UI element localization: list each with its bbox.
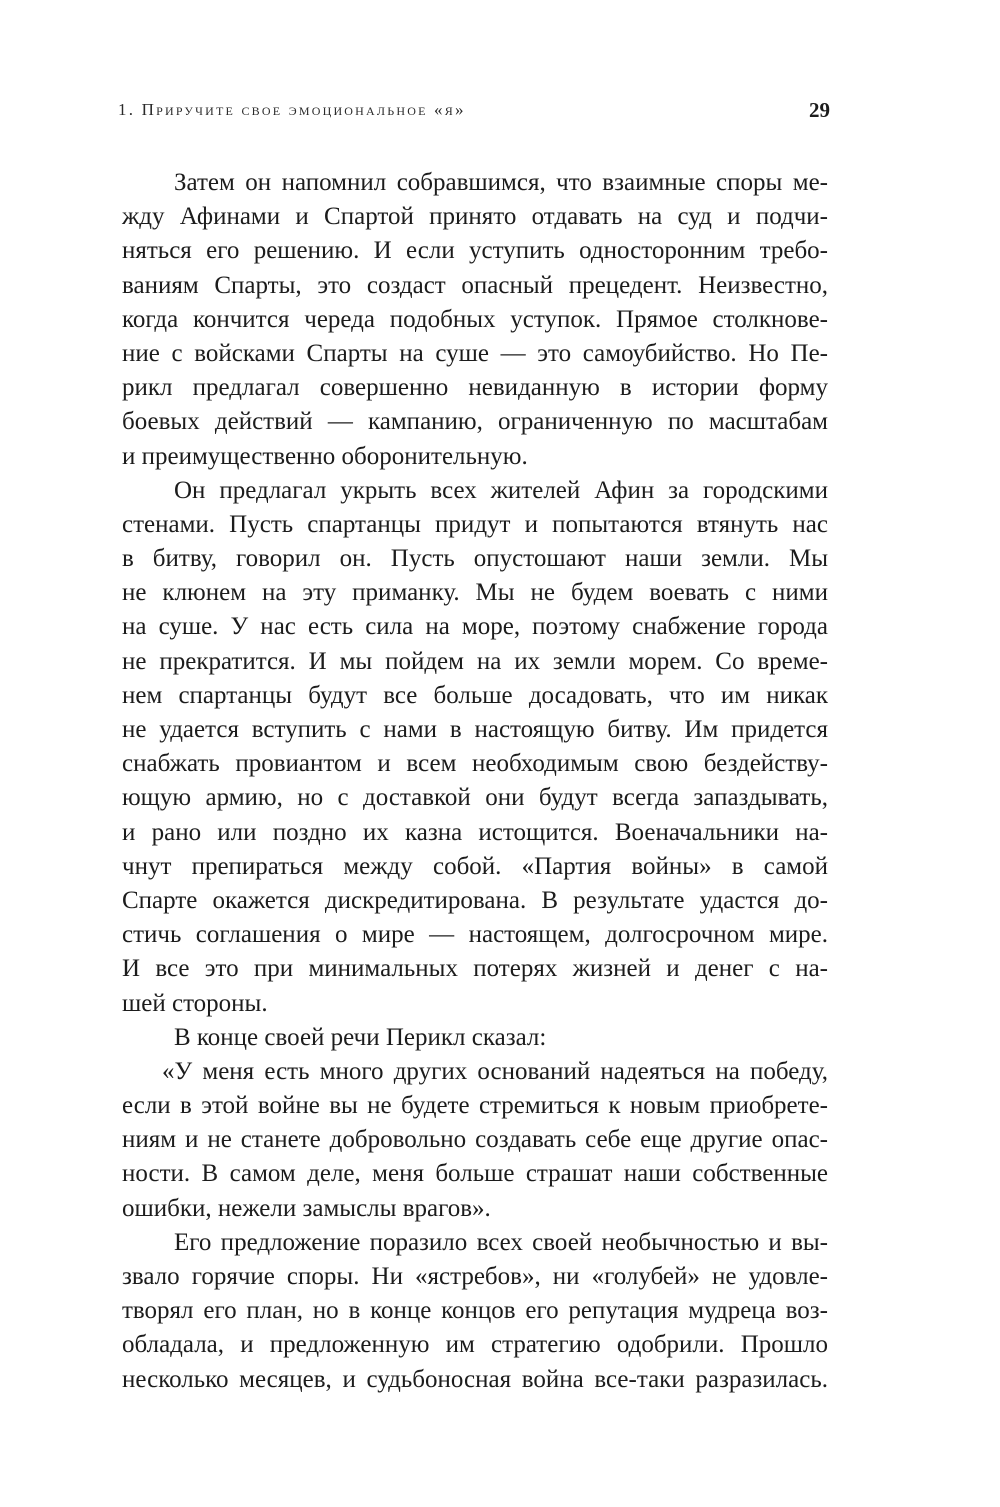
block-quote — [122, 1055, 828, 1226]
text-line: ности. В самом деле, меня больше страшат наши собственные — [122, 1160, 828, 1188]
text-line: стичь соглашения о мире — настоящем, долгосрочном мире. — [122, 921, 828, 949]
text-line: ниям и не станете добровольно создавать себе еще другие опас- — [122, 1126, 828, 1154]
text-line: няться его решению. И если уступить односторонним требо- — [122, 237, 828, 265]
text-line: И все это при минимальных потерях жизней и денег с на- — [122, 955, 828, 983]
text-line: и преимущественно оборонительную. — [122, 442, 528, 470]
text-line: жду Афинами и Спартой принято отдавать на суд и подчи- — [122, 203, 828, 231]
paragraph-3 — [122, 1021, 828, 1055]
text-line: «У меня есть много других оснований надеяться на победу, — [162, 1057, 828, 1085]
text-line: несколько месяцев, и судьбоносная война все-таки разразилась. — [122, 1365, 828, 1393]
text-line: Он предлагал укрыть всех жителей Афин за городскими — [174, 476, 828, 504]
running-head — [118, 100, 830, 130]
text-line: обладала, и предложенную им стратегию одобрили. Прошло — [122, 1331, 828, 1359]
text-line: снабжать провиантом и всем необходимым свою бездейству- — [122, 750, 828, 778]
text-line: Затем он напомнил собравшимся, что взаимные споры ме- — [174, 169, 828, 196]
text-line: шей стороны. — [122, 989, 268, 1017]
text-line: звало горячие споры. Ни «ястребов», ни «голубей» не удовле- — [122, 1263, 828, 1290]
text-line: В конце своей речи Перикл сказал: — [174, 1023, 547, 1051]
paragraph-closing — [122, 1226, 828, 1397]
text-line: не прекратится. И мы пойдем на их земли морем. Со време- — [122, 647, 828, 675]
page-number: 29 — [809, 98, 830, 122]
text-line: творял его план, но в конце концов его репутация мудреца воз- — [122, 1297, 828, 1325]
paragraph-2 — [122, 474, 828, 1021]
chapter-title: 1. Приручите свое эмоциональное «я» — [118, 100, 466, 119]
text-line: ваниям Спарты, это создаст опасный прецедент. Неизвестно, — [122, 271, 828, 299]
text-line: ние с войсками Спарты на суше — это самоубийство. Но Пе- — [122, 339, 828, 367]
text-line: ющую армию, но с доставкой они будут всегда запаздывать, — [122, 784, 828, 812]
text-line: когда кончится череда подобных уступок. Прямое столкнове- — [122, 305, 828, 333]
text-line: Его предложение поразило всех своей необычностью и вы- — [174, 1228, 828, 1256]
paragraph-1 — [122, 166, 828, 474]
text-line: ошибки, нежели замыслы врагов». — [122, 1194, 491, 1222]
text-line: и рано или поздно их казна истощится. Военачальники на- — [122, 818, 828, 846]
text-line: на суше. У нас есть сила на море, поэтому снабжение города — [122, 613, 828, 641]
text-line: Спарте окажется дискредитирована. В результате удастся до- — [122, 886, 828, 914]
text-line: нем спартанцы будут все больше досадовать, что им никак — [122, 681, 828, 709]
body-text — [122, 166, 828, 1397]
text-line: рикл предлагал совершенно невиданную в истории форму — [122, 374, 828, 402]
text-line: если в этой войне вы не будете стремиться к новым приобрете- — [122, 1092, 828, 1120]
text-line: в битву, говорил он. Пусть опустошают наши земли. Мы — [122, 545, 828, 573]
text-line: чнут препираться между собой. «Партия войны» в самой — [122, 852, 828, 880]
text-line: не клюнем на эту приманку. Мы не будем воевать с ними — [122, 579, 828, 607]
text-line: боевых действий — кампанию, ограниченную по масштабам — [122, 408, 828, 436]
text-line: стенами. Пусть спартанцы придут и попытаются втянуть нас — [122, 510, 828, 538]
text-line: не удается вступить с нами в настоящую битву. Им придется — [122, 716, 828, 743]
